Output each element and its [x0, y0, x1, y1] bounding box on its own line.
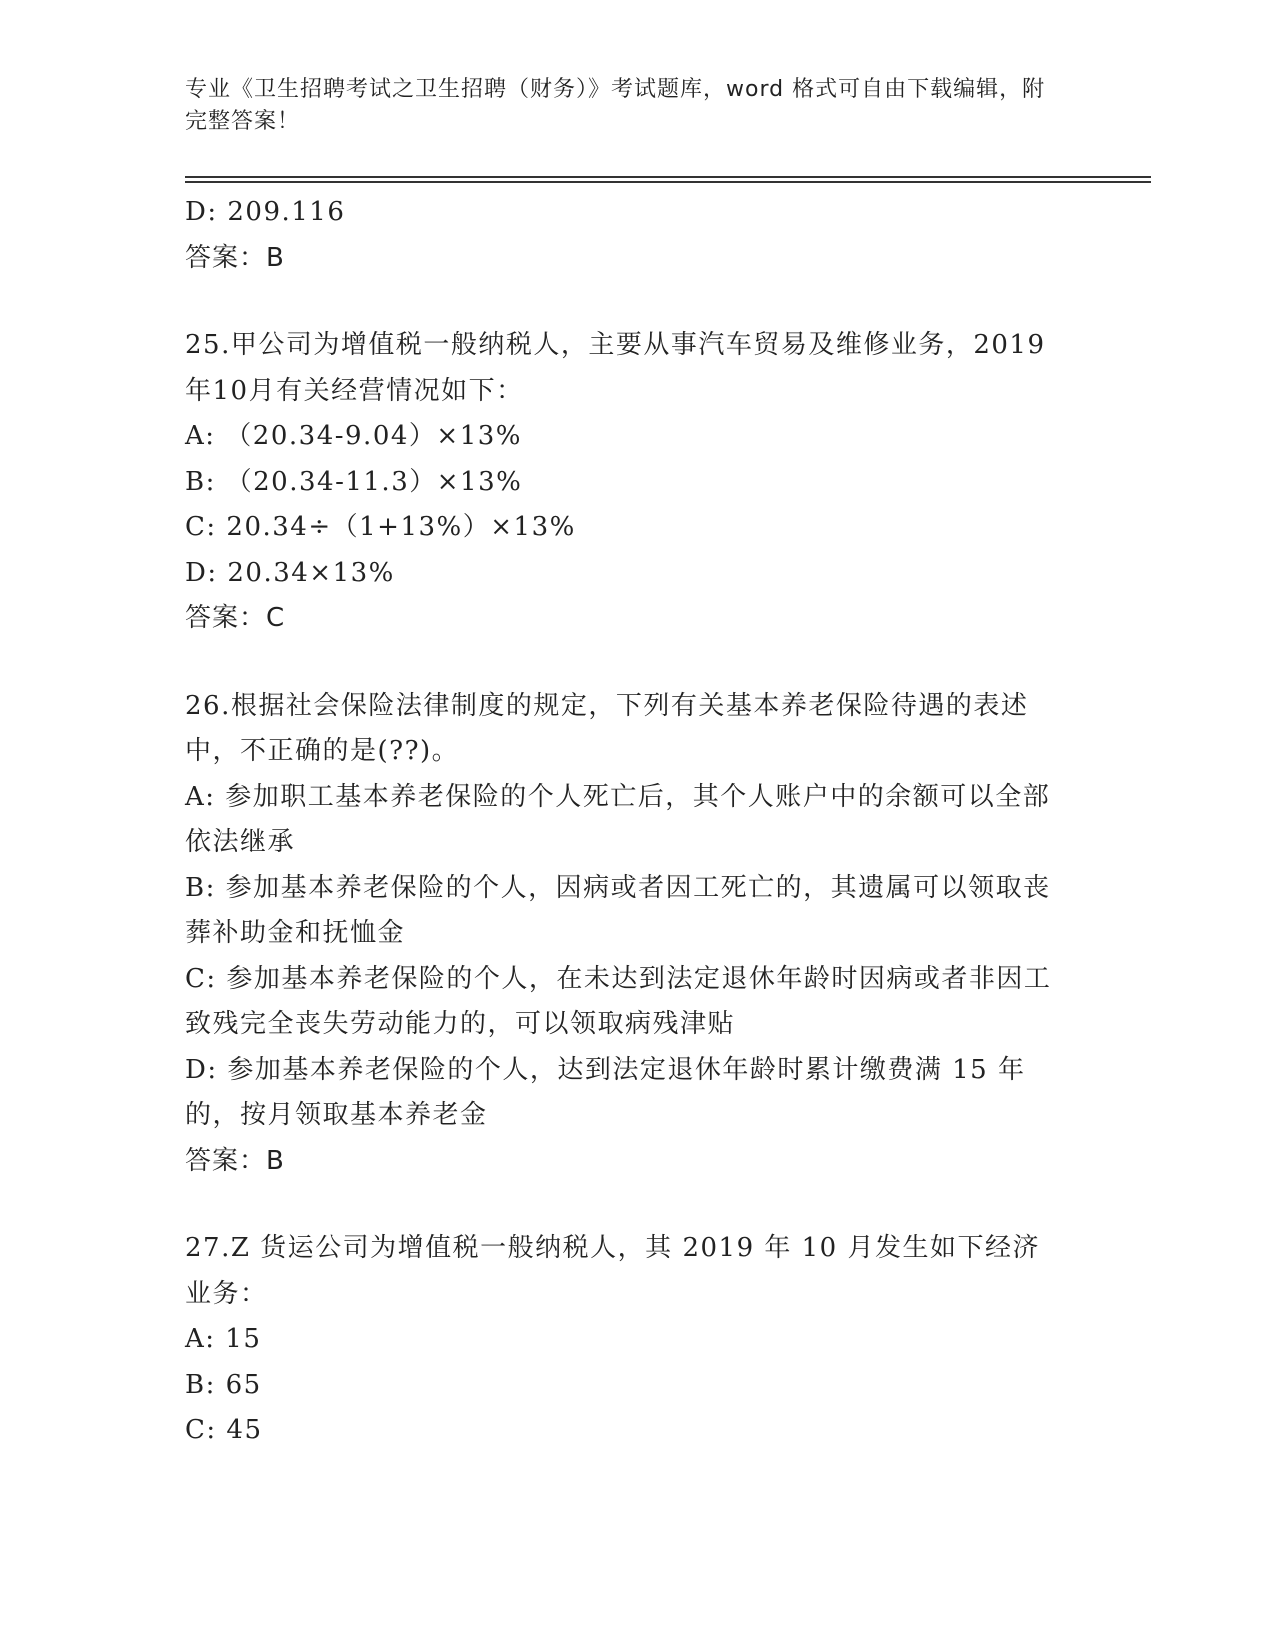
question-stem: 26.根据社会保险法律制度的规定，下列有关基本养老保险待遇的表述中，不正确的是(??)。 [185, 690, 1029, 766]
answer-line [185, 1139, 1065, 1185]
answer-value: C [266, 603, 286, 633]
option-b: B: 参加基本养老保险的个人，因病或者因工死亡的，其遗属可以领取丧葬补助金和抚恤金 [185, 872, 1051, 948]
answer-line [185, 236, 1065, 282]
answer-value: B [266, 242, 285, 273]
option-d: D: 209.116 [185, 197, 346, 227]
header-divider-bottom [185, 181, 1151, 183]
answer-label: 答案： [185, 603, 267, 633]
option-b: B: （20.34-11.3）×13% [185, 466, 523, 497]
document-content [185, 190, 1065, 1454]
question-26 [185, 684, 1065, 1185]
question-stem: 25.甲公司为增值税一般纳税人，主要从事汽车贸易及维修业务，2019年10月有关经营情况如下： [185, 330, 1046, 406]
option-a: A: 15 [185, 1324, 262, 1354]
option-a: A: （20.34-9.04）×13% [185, 421, 522, 451]
option-d: D: 参加基本养老保险的个人，达到法定退休年龄时累计缴费满 15 年的，按月领取基本养老金 [185, 1054, 1026, 1130]
answer-line [185, 596, 1065, 642]
question-27 [185, 1226, 1065, 1454]
question-stem: 27.Z 货运公司为增值税一般纳税人，其 2019 年 10 月发生如下经济业务： [185, 1233, 1040, 1309]
option-c: C: 45 [185, 1415, 263, 1445]
document-header: 专业《卫生招聘考试之卫生招聘（财务）》考试题库，word 格式可自由下载编辑，附完整答案！ [185, 77, 1046, 134]
answer-label: 答案： [185, 1145, 267, 1176]
answer-value: B [266, 1145, 285, 1176]
option-d: D: 20.34×13% [185, 557, 395, 588]
option-c: C: 参加基本养老保险的个人，在未达到法定退休年龄时因病或者非因工致残完全丧失劳动能力的，可以领取病残津贴 [185, 963, 1052, 1039]
option-b: B: 65 [185, 1369, 262, 1400]
question-25 [185, 323, 1065, 642]
option-c: C: 20.34÷（1+13%）×13% [185, 512, 576, 542]
previous-question-tail [185, 190, 1065, 281]
answer-label: 答案： [185, 242, 267, 273]
option-a: A: 参加职工基本养老保险的个人死亡后，其个人账户中的余额可以全部依法继承 [185, 781, 1051, 857]
header-divider-top [185, 176, 1151, 178]
